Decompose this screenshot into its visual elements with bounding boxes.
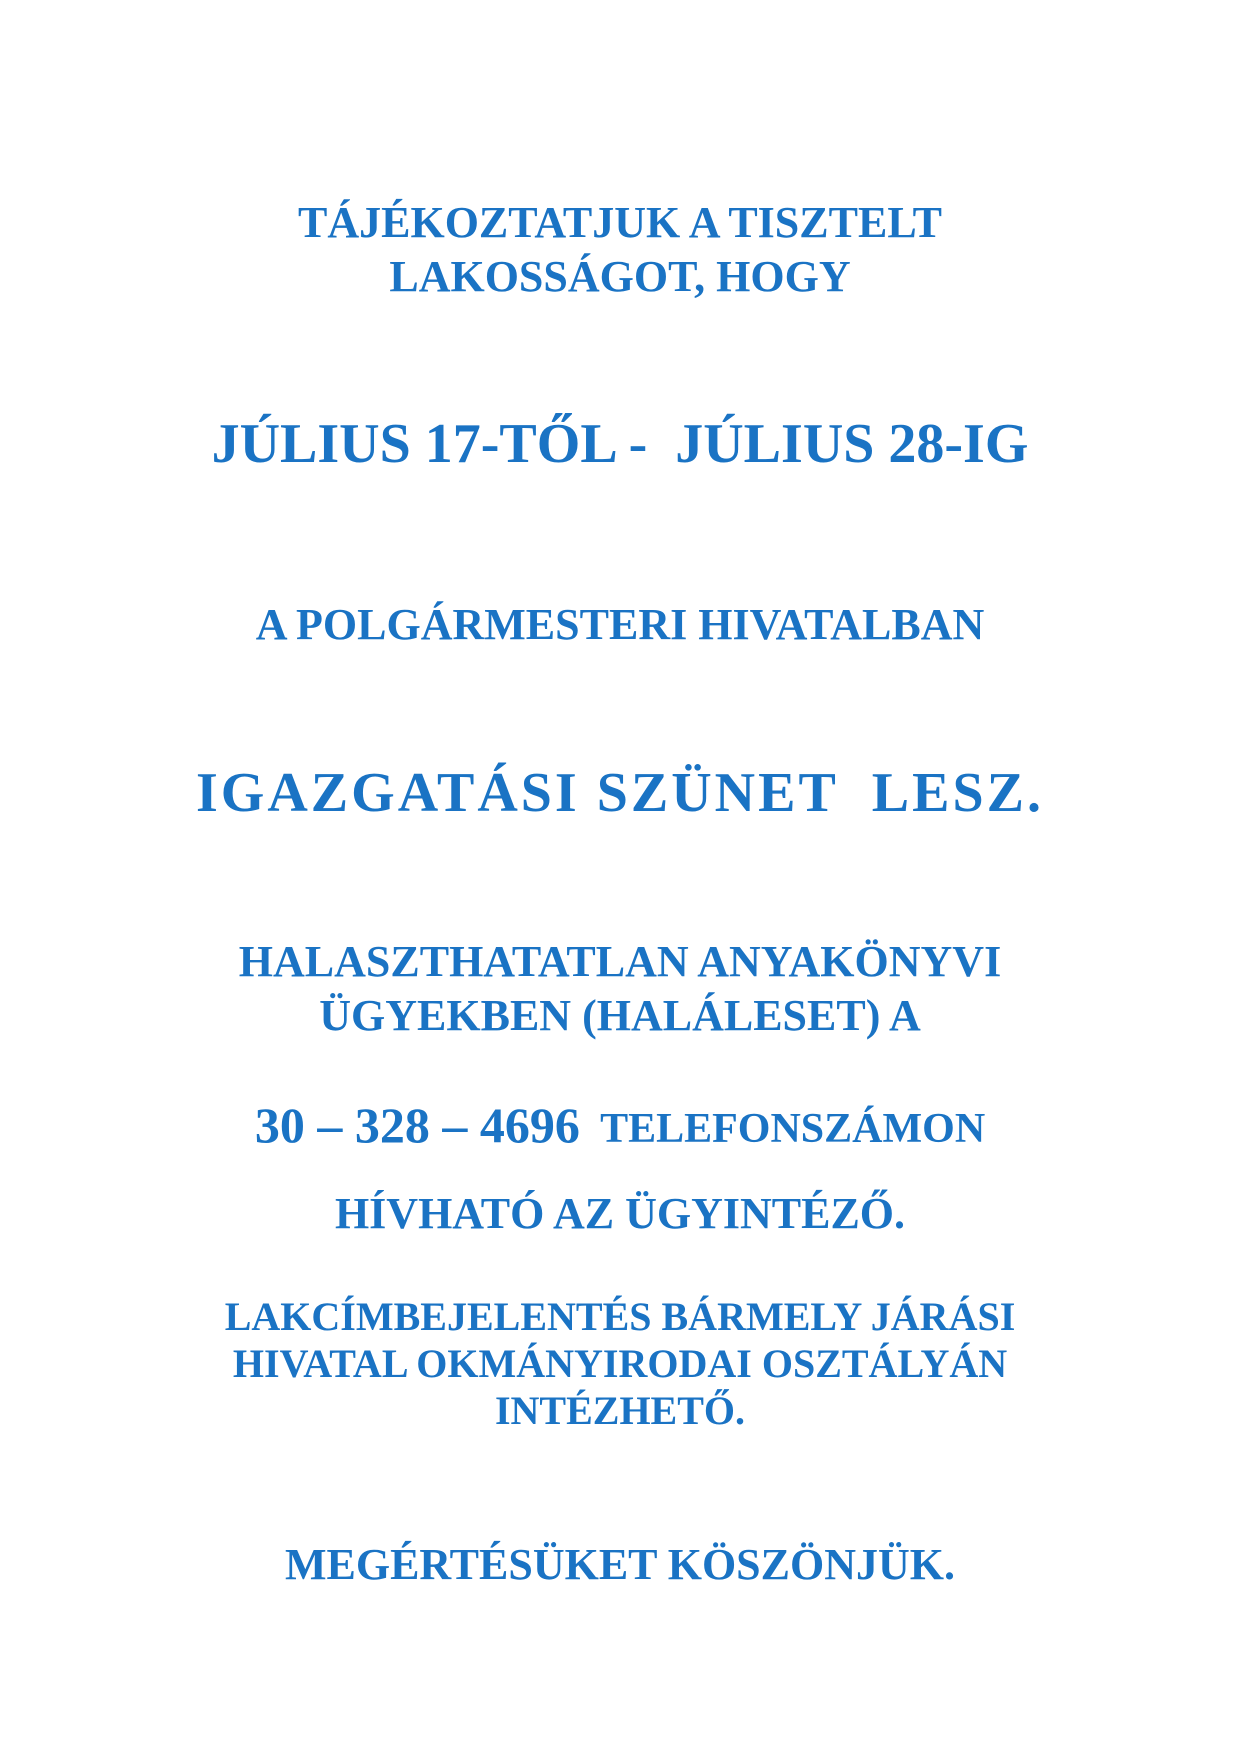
- address-line-1: LAKCÍMBEJELENTÉS BÁRMELY JÁRÁSI: [224, 1294, 1016, 1339]
- contact-line: HÍVHATÓ AZ ÜGYINTÉZŐ.: [334, 1189, 906, 1238]
- phone-suffix: TELEFONSZÁMON: [600, 1106, 986, 1152]
- address-line-3: INTÉZHETŐ.: [494, 1388, 746, 1433]
- urgent-line-2: ÜGYEKBEN (HALÁLESET) A: [319, 991, 921, 1040]
- urgent-line-1: HALASZTHATATLAN ANYAKÖNYVI: [238, 937, 1002, 986]
- phone-line: [0, 1097, 1240, 1153]
- date-range: JÚLIUS 17-TŐL - JÚLIUS 28-IG: [211, 413, 1029, 475]
- closure-announcement: IGAZGATÁSI SZÜNET LESZ.: [196, 762, 1044, 824]
- intro-line-2: LAKOSSÁGOT, HOGY: [389, 252, 851, 301]
- phone-number: 30 – 328 – 4696: [254, 1097, 580, 1153]
- thanks-line: MEGÉRTÉSÜKET KÖSZÖNJÜK.: [284, 1540, 955, 1589]
- address-line-2: HIVATAL OKMÁNYIRODAI OSZTÁLYÁN: [232, 1341, 1008, 1386]
- office-name: A POLGÁRMESTERI HIVATALBAN: [255, 600, 985, 649]
- intro-line-1: TÁJÉKOZTATJUK A TISZTELT: [298, 198, 942, 247]
